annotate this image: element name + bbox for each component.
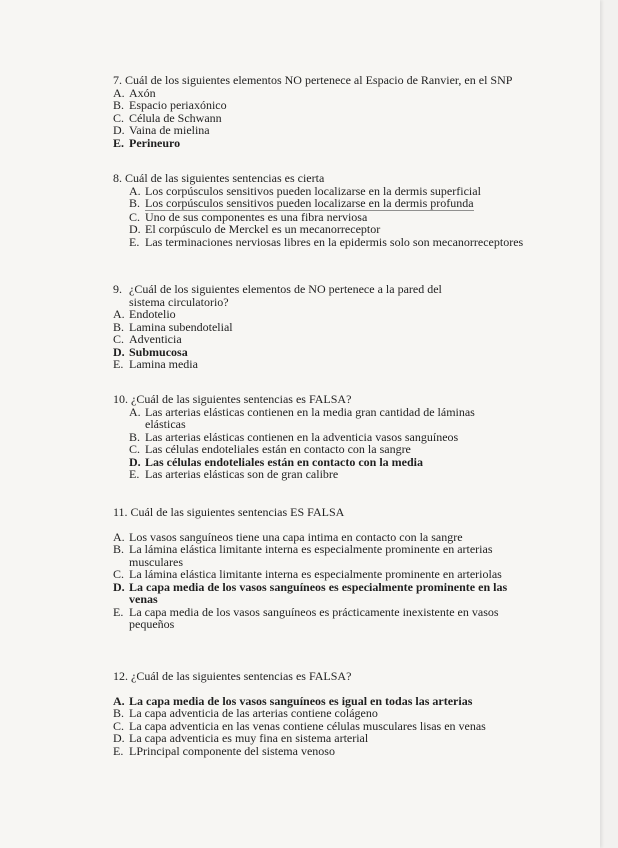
question-12-option-d[interactable]: D. La capa adventicia es muy fina en sistema arterial [113, 731, 369, 745]
question-10-option-b[interactable]: B. Las arterias elásticas contienen en la adventicia vasos sanguíneos [129, 429, 459, 444]
question-7-option-a[interactable]: A. Axón [113, 85, 156, 100]
question-7-option-d[interactable]: D. Vaina de mielina [113, 123, 210, 137]
question-12-option-e[interactable]: E. LPrincipal componente del sistema venoso [113, 743, 335, 758]
question-11-stem: 11. Cuál de las siguientes sentencias ES FALSA [113, 505, 345, 519]
question-9-option-e[interactable]: E. Lamina media [113, 357, 198, 371]
question-11-option-a[interactable]: A. Los vasos sanguíneos tiene una capa intima en contacto con la sangre [113, 529, 463, 544]
question-7 [113, 74, 533, 149]
question-8-option-e[interactable]: E. Las terminaciones nerviosas libres en la epidermis solo son mecanorreceptores [129, 234, 524, 249]
question-10 [113, 393, 533, 481]
question-9-stem: ¿Cuál de los siguientes elementos de NO pertenece a la pared del sistema circulatorio? [129, 282, 442, 309]
question-8 [113, 172, 533, 248]
question-9-option-b[interactable]: B. Lamina subendotelial [113, 319, 233, 334]
question-11-option-e[interactable]: E. La capa media de los vasos sanguíneos es prácticamente inexistente en vasos pequeños [113, 604, 499, 631]
question-12-option-a[interactable]: A. La capa media de los vasos sanguíneos es igual en todas las arterias [113, 693, 473, 708]
question-10-option-c[interactable]: C. Las células endoteliales están en contacto con la sangre [129, 442, 411, 456]
question-12-option-c[interactable]: C. La capa adventicia en las venas contiene células musculares lisas en venas [113, 718, 486, 733]
question-11-option-d[interactable]: D. La capa media de los vasos sanguíneos es especialmente prominente en las venas [113, 579, 508, 606]
question-10-option-d[interactable]: D. Las células endoteliales están en contacto con la media [129, 454, 423, 469]
question-7-option-c[interactable]: C. Célula de Schwann [113, 110, 222, 125]
question-8-option-b[interactable]: B. Los corpúsculos sensitivos pueden localizarse en la dermis profunda [129, 196, 474, 210]
question-11-option-c[interactable]: C. La lámina elástica limitante interna es especialmente prominente en arteriolas [113, 567, 502, 581]
question-11 [113, 506, 533, 631]
question-12-stem: 12. ¿Cuál de las siguientes sentencias es FALSA? [113, 669, 352, 683]
question-10-stem: 10. ¿Cuál de las siguientes sentencias es FALSA? [113, 392, 352, 406]
question-8-option-d[interactable]: D. El corpúsculo de Merckel es un mecanorreceptor [129, 222, 381, 236]
question-9-option-a[interactable]: A. Endotelio [113, 307, 176, 321]
question-9 [113, 283, 533, 371]
question-7-option-e[interactable]: E. Perineuro [113, 135, 181, 150]
question-9-stem-row: 9. ¿Cuál de los siguientes elementos de NO pertenece a la pared del sistema circulatorio? [113, 283, 533, 308]
question-12 [113, 670, 533, 757]
question-11-option-b[interactable]: B. La lámina elástica limitante interna es especialmente prominente en arterias musculares [113, 542, 493, 569]
question-9-option-c[interactable]: C. Adventicia [113, 332, 182, 346]
question-9-option-d[interactable]: D. Submucosa [113, 344, 188, 359]
question-7-option-b[interactable]: B. Espacio periaxónico [113, 98, 227, 112]
question-8-option-a[interactable]: A. Los corpúsculos sensitivos pueden localizarse en la dermis superficial [129, 183, 481, 198]
question-10-option-e[interactable]: E. Las arterias elásticas son de gran calibre [129, 467, 339, 481]
question-12-option-b[interactable]: B. La capa adventicia de las arterias contiene colágeno [113, 706, 378, 720]
question-10-option-a[interactable]: A. Las arterias elásticas contienen en la media gran cantidad de láminas elásticas [129, 404, 475, 431]
question-8-option-c[interactable]: C. Uno de sus componentes es una fibra nerviosa [129, 209, 368, 224]
question-7-stem: 7. Cuál de los siguientes elementos NO pertenece al Espacio de Ranvier, en el SNP [113, 73, 513, 87]
question-8-stem: 8. Cuál de las siguientes sentencias es cierta [113, 171, 325, 185]
